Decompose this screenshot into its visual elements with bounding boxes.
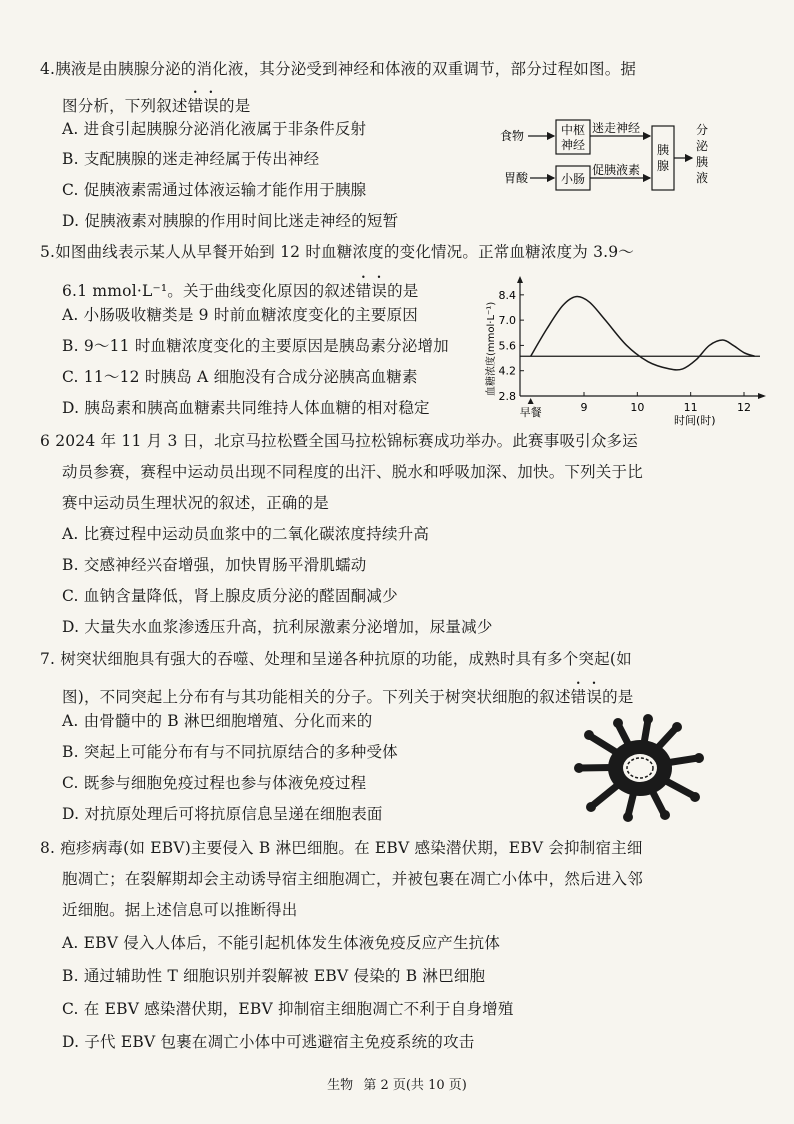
- chart-x-tick-label: 11: [683, 401, 698, 414]
- diagram-pancreas-box: [652, 126, 674, 190]
- diagram-pancreas-label-1: 胰: [657, 143, 670, 157]
- q7-option-c: C. 既参与细胞免疫过程也参与体液免疫过程: [62, 774, 367, 792]
- dendritic-cell-illustration: [570, 712, 710, 822]
- chart-axes: [517, 276, 766, 399]
- q8-option-a: A. EBV 侵入人体后，不能引起机体发生体液免疫反应产生抗体: [62, 934, 501, 952]
- q5-stem-line1: 5.如图曲线表示某人从早餐开始到 12 时血糖浓度的变化情况。正常血糖浓度为 3.9～: [40, 243, 635, 261]
- diagram-secretin-label: 促胰液素: [592, 163, 641, 177]
- cell-nucleus: [623, 754, 657, 782]
- q7-option-a: A. 由骨髓中的 B 淋巴细胞增殖、分化而来的: [62, 712, 373, 730]
- q6-option-b: B. 交感神经兴奋增强，加快胃肠平滑肌蠕动: [62, 556, 367, 574]
- chart-x-tick-label: 9: [580, 401, 588, 414]
- diagram-output-4: 液: [696, 171, 709, 185]
- q5-stem-line2: 6.1 mmol·L⁻¹。关于曲线变化原因的叙述错误的是: [62, 282, 419, 300]
- chart-series: [520, 297, 760, 370]
- q6-option-a: A. 比赛过程中运动员血浆中的二氧化碳浓度持续升高: [62, 525, 430, 543]
- chart-glucose-curve: [531, 297, 755, 370]
- q7-option-b: B. 突起上可能分布有与不同抗原结合的多种受体: [62, 743, 398, 761]
- q6-option-d: D. 大量失水血浆渗透压升高，抗利尿激素分泌增加，尿量减少: [62, 618, 493, 636]
- q7-stem-line2: 图)，不同突起上分布有与其功能相关的分子。下列关于树突状细胞的叙述错误的是: [62, 688, 634, 706]
- chart-x-tick-label: 10: [630, 401, 645, 414]
- chart-xlabel: 时间(时): [674, 414, 716, 427]
- diagram-food-label: 食物: [500, 129, 525, 143]
- q5-option-b: B. 9～11 时血糖浓度变化的主要原因是胰岛素分泌增加: [62, 337, 449, 355]
- q5-option-a: A. 小肠吸收糖类是 9 时前血糖浓度变化的主要原因: [62, 306, 418, 324]
- chart-x-axis-arrow: [758, 393, 766, 399]
- diagram-vagus-label: 迷走神经: [592, 121, 641, 135]
- diagram-central-label-1: 中枢: [561, 123, 586, 137]
- q7-stem-line1: 7. 树突状细胞具有强大的吞噬、处理和呈递各种抗原的功能，成熟时具有多个突起(如: [40, 650, 632, 668]
- q6-stem-line1: 6 2024 年 11 月 3 日，北京马拉松暨全国马拉松锦标赛成功举办。此赛事吸引众多运: [40, 432, 638, 450]
- blood-glucose-chart: [478, 272, 768, 430]
- q8-option-d: D. 子代 EBV 包裹在凋亡小体中可逃避宿主免疫系统的攻击: [62, 1033, 475, 1051]
- q4-option-a: A. 进食引起胰腺分泌消化液属于非条件反射: [62, 120, 367, 138]
- q6-stem-line3: 赛中运动员生理状况的叙述，正确的是: [62, 494, 329, 512]
- q8-option-b: B. 通过辅助性 T 细胞识别并裂解被 EBV 侵染的 B 淋巴细胞: [62, 967, 486, 985]
- chart-y-tick-label: 7.0: [498, 314, 516, 328]
- q8-stem-line1: 8. 疱疹病毒(如 EBV)主要侵入 B 淋巴细胞。在 EBV 感染潜伏期，EBV 会抑制宿主细: [40, 839, 643, 857]
- chart-y-tick-label: 2.8: [498, 390, 516, 403]
- chart-ylabel: 血糖浓度(mmol·L⁻¹): [486, 301, 497, 396]
- chart-y-tick-label: 5.6: [498, 339, 516, 353]
- diagram-acid-label: 胃酸: [504, 171, 529, 185]
- diagram-output-2: 泌: [696, 139, 709, 153]
- page-footer: [0, 1074, 794, 1093]
- chart-breakfast-marker: [528, 398, 534, 404]
- diagram-output-3: 胰: [696, 155, 709, 169]
- q7-option-d: D. 对抗原处理后可将抗原信息呈递在细胞表面: [62, 805, 383, 823]
- footer-subject: 生物: [327, 1078, 354, 1093]
- q4-option-c: C. 促胰液素需通过体液运输才能作用于胰腺: [62, 181, 367, 199]
- q8-stem-line3: 近细胞。据上述信息可以推断得出: [62, 901, 298, 919]
- footer-page-number: 第 2 页(共 10 页): [363, 1078, 467, 1093]
- q4-stem-line1: 4.胰液是由胰腺分泌的消化液，其分泌受到神经和体液的双重调节，部分过程如图。据: [40, 60, 637, 78]
- q6-option-c: C. 血钠含量降低，肾上腺皮质分泌的醛固酮减少: [62, 587, 398, 605]
- q5-option-c: C. 11～12 时胰岛 A 细胞没有合成分泌胰高血糖素: [62, 368, 418, 386]
- diagram-output-1: 分: [696, 123, 709, 137]
- q4-stem-line2: 图分析，下列叙述错误的是: [62, 97, 251, 115]
- chart-y-axis-arrow: [517, 276, 523, 283]
- chart-x-tick-label: 早餐: [519, 406, 542, 419]
- q8-stem-line2: 胞凋亡；在裂解期却会主动诱导宿主细胞凋亡，并被包裹在凋亡小体中，然后进入邻: [62, 870, 643, 888]
- q4-regulation-diagram: [500, 112, 760, 202]
- q6-stem-line2: 动员参赛，赛程中运动员出现不同程度的出汗、脱水和呼吸加深、加快。下列关于比: [62, 463, 643, 481]
- chart-y-tick-label: 4.2: [498, 364, 516, 378]
- q4-option-d: D. 促胰液素对胰腺的作用时间比迷走神经的短暂: [62, 212, 399, 230]
- q5-option-d: D. 胰岛素和胰高血糖素共同维持人体血糖的相对稳定: [62, 399, 430, 417]
- diagram-central-label-2: 神经: [561, 138, 586, 152]
- chart-y-tick-label: 8.4: [498, 288, 516, 302]
- diagram-intestine-label: 小肠: [561, 172, 586, 186]
- q4-option-b: B. 支配胰腺的迷走神经属于传出神经: [62, 150, 320, 168]
- q8-option-c: C. 在 EBV 感染潜伏期，EBV 抑制宿主细胞凋亡不利于自身增殖: [62, 1000, 514, 1018]
- diagram-pancreas-label-2: 腺: [657, 159, 670, 173]
- chart-ticks: [499, 289, 752, 419]
- chart-x-tick-label: 12: [737, 401, 751, 414]
